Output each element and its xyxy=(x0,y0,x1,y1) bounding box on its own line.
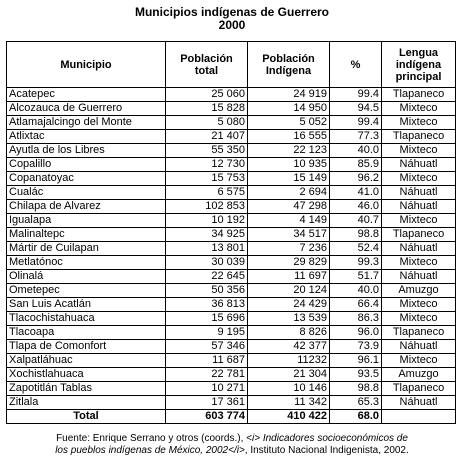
cell-poblacion-total: 34 925 xyxy=(166,228,248,242)
cell-poblacion-total: 30 039 xyxy=(166,256,248,270)
cell-percent: 98.8 xyxy=(330,382,382,396)
cell-poblacion-indigena: 24 429 xyxy=(248,298,330,312)
table-row xyxy=(7,396,456,410)
cell-percent: 96.1 xyxy=(330,354,382,368)
cell-percent: 40.0 xyxy=(330,144,382,158)
cell-poblacion-indigena: 10 935 xyxy=(248,158,330,172)
cell-poblacion-total: 12 730 xyxy=(166,158,248,172)
table-row xyxy=(7,368,456,382)
cell-poblacion-indigena: 14 950 xyxy=(248,102,330,116)
cell-municipio: Cualác xyxy=(7,186,166,200)
cell-lengua: Náhuatl xyxy=(382,242,456,256)
cell-lengua: Mixteco xyxy=(382,102,456,116)
cell-poblacion-total: 22 645 xyxy=(166,270,248,284)
cell-municipio: Igualapa xyxy=(7,214,166,228)
cell-lengua: Tlapaneco xyxy=(382,88,456,102)
cell-lengua: Amuzgo xyxy=(382,284,456,298)
table-row xyxy=(7,172,456,186)
cell-lengua: Náhuatl xyxy=(382,200,456,214)
cell-poblacion-indigena: 11 342 xyxy=(248,396,330,410)
table-row xyxy=(7,186,456,200)
cell-poblacion-indigena: 24 919 xyxy=(248,88,330,102)
cell-lengua: Tlapaneco xyxy=(382,130,456,144)
cell-poblacion-total: 36 813 xyxy=(166,298,248,312)
total-label: Total xyxy=(7,410,166,424)
cell-percent: 46.0 xyxy=(330,200,382,214)
cell-poblacion-total: 9 195 xyxy=(166,326,248,340)
cell-poblacion-total: 102 853 xyxy=(166,200,248,214)
cell-poblacion-indigena: 20 124 xyxy=(248,284,330,298)
cell-municipio: Mártir de Cuilapan xyxy=(7,242,166,256)
cell-lengua: Mixteco xyxy=(382,144,456,158)
cell-poblacion-total: 17 361 xyxy=(166,396,248,410)
cell-lengua: Amuzgo xyxy=(382,368,456,382)
cell-poblacion-total: 15 696 xyxy=(166,312,248,326)
cell-poblacion-total: 55 350 xyxy=(166,144,248,158)
cell-municipio: Ayutla de los Libres xyxy=(7,144,166,158)
header-municipio: Municipio xyxy=(7,42,166,88)
cell-lengua: Náhuatl xyxy=(382,270,456,284)
cell-percent: 85.9 xyxy=(330,158,382,172)
cell-percent: 86.3 xyxy=(330,312,382,326)
cell-percent: 73.9 xyxy=(330,340,382,354)
cell-percent: 99.4 xyxy=(330,116,382,130)
cell-percent: 93.5 xyxy=(330,368,382,382)
cell-poblacion-indigena: 15 149 xyxy=(248,172,330,186)
table-row xyxy=(7,88,456,102)
document-title xyxy=(0,6,464,32)
source-line-1: Fuente: Enrique Serrano y otros (coords.), <i> Indicadores socioeconómicos de xyxy=(56,433,408,444)
cell-percent: 40.0 xyxy=(330,284,382,298)
total-indigena: 410 422 xyxy=(248,410,330,424)
title-line-2: 2000 xyxy=(218,18,246,32)
title-line-1: Municipios indígenas de Guerrero xyxy=(134,5,330,19)
cell-lengua: Tlapaneco xyxy=(382,326,456,340)
cell-poblacion-total: 13 801 xyxy=(166,242,248,256)
table-row xyxy=(7,270,456,284)
table-row xyxy=(7,228,456,242)
cell-lengua: Tlapaneco xyxy=(382,382,456,396)
cell-percent: 98.8 xyxy=(330,228,382,242)
cell-percent: 99.3 xyxy=(330,256,382,270)
cell-percent: 66.4 xyxy=(330,298,382,312)
cell-lengua: Náhuatl xyxy=(382,186,456,200)
cell-percent: 96.0 xyxy=(330,326,382,340)
header-poblacion-indigena: Población Indígena xyxy=(248,42,330,88)
table-row xyxy=(7,284,456,298)
cell-poblacion-total: 22 781 xyxy=(166,368,248,382)
table-row xyxy=(7,242,456,256)
cell-poblacion-total: 5 080 xyxy=(166,116,248,130)
cell-lengua: Tlapaneco xyxy=(382,228,456,242)
cell-municipio: Olinalá xyxy=(7,270,166,284)
table-row xyxy=(7,130,456,144)
table-row xyxy=(7,256,456,270)
cell-municipio: Copalillo xyxy=(7,158,166,172)
header-percent: % xyxy=(330,42,382,88)
cell-poblacion-indigena: 8 826 xyxy=(248,326,330,340)
table-row xyxy=(7,214,456,228)
table-row xyxy=(7,144,456,158)
cell-poblacion-indigena: 22 123 xyxy=(248,144,330,158)
cell-percent: 41.0 xyxy=(330,186,382,200)
cell-poblacion-indigena: 29 829 xyxy=(248,256,330,270)
header-lengua: Lengua indígena principal xyxy=(382,42,456,88)
table-row xyxy=(7,158,456,172)
cell-poblacion-total: 6 575 xyxy=(166,186,248,200)
total-row xyxy=(7,410,456,424)
cell-municipio: Copanatoyac xyxy=(7,172,166,186)
cell-municipio: Malinaltepc xyxy=(7,228,166,242)
cell-poblacion-indigena: 2 694 xyxy=(248,186,330,200)
cell-lengua: Náhuatl xyxy=(382,396,456,410)
cell-poblacion-total: 57 346 xyxy=(166,340,248,354)
cell-poblacion-total: 15 828 xyxy=(166,102,248,116)
cell-percent: 77.3 xyxy=(330,130,382,144)
table-row xyxy=(7,326,456,340)
cell-poblacion-indigena: 11232 xyxy=(248,354,330,368)
cell-poblacion-indigena: 7 236 xyxy=(248,242,330,256)
cell-municipio: Xochistlahuaca xyxy=(7,368,166,382)
cell-percent: 96.2 xyxy=(330,172,382,186)
cell-poblacion-indigena: 34 517 xyxy=(248,228,330,242)
table-row xyxy=(7,382,456,396)
cell-municipio: Atlixtac xyxy=(7,130,166,144)
cell-poblacion-total: 25 060 xyxy=(166,88,248,102)
cell-municipio: Tlapa de Comonfort xyxy=(7,340,166,354)
table-body xyxy=(7,88,456,410)
cell-poblacion-indigena: 47 298 xyxy=(248,200,330,214)
cell-lengua: Mixteco xyxy=(382,256,456,270)
source-note xyxy=(0,433,464,457)
cell-poblacion-total: 15 753 xyxy=(166,172,248,186)
table-row xyxy=(7,312,456,326)
cell-poblacion-indigena: 42 377 xyxy=(248,340,330,354)
cell-municipio: San Luis Acatlán xyxy=(7,298,166,312)
cell-municipio: Xalpatláhuac xyxy=(7,354,166,368)
cell-percent: 94.5 xyxy=(330,102,382,116)
total-lengua-empty xyxy=(382,410,456,424)
cell-lengua: Náhuatl xyxy=(382,158,456,172)
cell-municipio: Metlatónoc xyxy=(7,256,166,270)
cell-percent: 40.7 xyxy=(330,214,382,228)
cell-percent: 99.4 xyxy=(330,88,382,102)
cell-percent: 65.3 xyxy=(330,396,382,410)
cell-municipio: Tlacoapa xyxy=(7,326,166,340)
table-row xyxy=(7,200,456,214)
table-header-row xyxy=(7,42,456,88)
cell-poblacion-total: 21 407 xyxy=(166,130,248,144)
cell-percent: 52.4 xyxy=(330,242,382,256)
table-row xyxy=(7,354,456,368)
cell-lengua: Mixteco xyxy=(382,116,456,130)
cell-poblacion-total: 10 271 xyxy=(166,382,248,396)
cell-municipio: Alcozauca de Guerrero xyxy=(7,102,166,116)
cell-lengua: Mixteco xyxy=(382,312,456,326)
table-row xyxy=(7,116,456,130)
cell-poblacion-indigena: 16 555 xyxy=(248,130,330,144)
cell-poblacion-indigena: 5 052 xyxy=(248,116,330,130)
cell-percent: 51.7 xyxy=(330,270,382,284)
cell-poblacion-total: 50 356 xyxy=(166,284,248,298)
source-line-2: los pueblos indígenas de México, 2002</i>, Instituto Nacional Indigenista, 2002. xyxy=(55,445,409,456)
cell-municipio: Atlamajalcingo del Monte xyxy=(7,116,166,130)
cell-poblacion-indigena: 11 697 xyxy=(248,270,330,284)
table-row xyxy=(7,102,456,116)
total-percent: 68.0 xyxy=(330,410,382,424)
cell-lengua: Mixteco xyxy=(382,298,456,312)
cell-municipio: Tlacochistahuaca xyxy=(7,312,166,326)
table-row xyxy=(7,340,456,354)
municipios-table xyxy=(6,41,456,424)
cell-municipio: Chilapa de Alvarez xyxy=(7,200,166,214)
cell-poblacion-total: 10 192 xyxy=(166,214,248,228)
table-row xyxy=(7,298,456,312)
header-poblacion-total: Población total xyxy=(166,42,248,88)
cell-poblacion-indigena: 4 149 xyxy=(248,214,330,228)
cell-municipio: Zapotitlán Tablas xyxy=(7,382,166,396)
total-poblacion: 603 774 xyxy=(166,410,248,424)
cell-municipio: Ometepec xyxy=(7,284,166,298)
cell-lengua: Mixteco xyxy=(382,354,456,368)
cell-lengua: Náhuatl xyxy=(382,340,456,354)
cell-poblacion-indigena: 10 146 xyxy=(248,382,330,396)
cell-poblacion-total: 11 687 xyxy=(166,354,248,368)
cell-municipio: Zitlala xyxy=(7,396,166,410)
cell-municipio: Acatepec xyxy=(7,88,166,102)
cell-poblacion-indigena: 21 304 xyxy=(248,368,330,382)
cell-lengua: Mixteco xyxy=(382,214,456,228)
cell-lengua: Mixteco xyxy=(382,172,456,186)
cell-poblacion-indigena: 13 539 xyxy=(248,312,330,326)
